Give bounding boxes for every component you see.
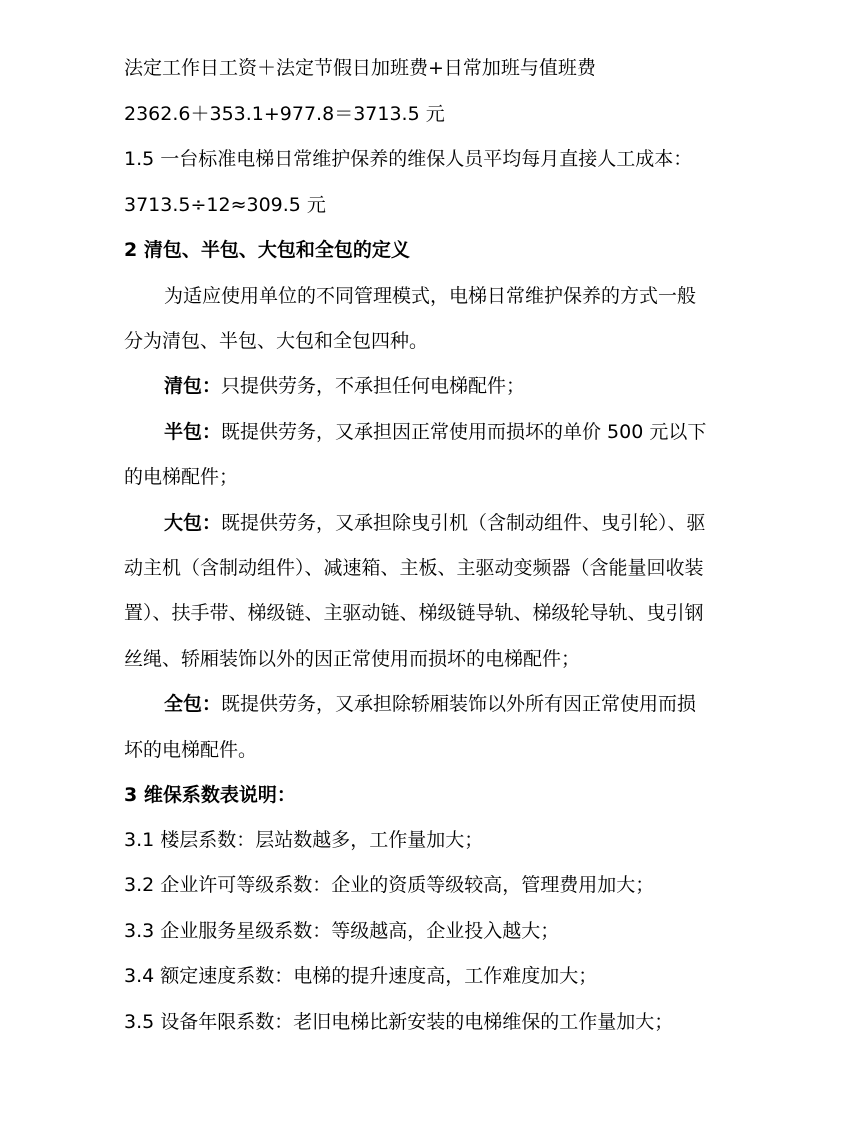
intro-paragraph-line-1: 为适应使用单位的不同管理模式，电梯日常维护保养的方式一般 (164, 285, 697, 307)
qingbao-term: 清包： (164, 375, 222, 397)
dabao-term: 大包： (164, 512, 222, 534)
dabao-text-line-4: 丝绳、轿厢装饰以外的因正常使用而损坏的电梯配件； (124, 648, 581, 670)
qingbao-definition (164, 373, 744, 399)
dabao-text-line-1: 既提供劳务，又承担除曳引机（含制动组件、曳引轮）、驱 (221, 512, 706, 534)
section-1-5-line: 1.5 一台标准电梯日常维护保养的维保人员平均每月直接人工成本： (124, 148, 693, 170)
section-2-heading: 2 清包、半包、大包和全包的定义 (124, 239, 410, 261)
item-3-2: 3.2 企业许可等级系数：企业的资质等级较高，管理费用加大； (124, 874, 655, 896)
banbao-text-line-1: 既提供劳务，又承担因正常使用而损坏的单价 500 元以下 (221, 421, 707, 443)
dabao-text-line-3: 置）、扶手带、梯级链、主驱动链、梯级链导轨、梯级轮导轨、曳引钢 (124, 602, 704, 624)
banbao-definition (164, 419, 744, 445)
formula-value-line: 2362.6＋353.1+977.8＝3713.5 元 (124, 103, 445, 125)
qingbao-text: 只提供劳务，不承担任何电梯配件； (221, 375, 526, 397)
quanbao-term: 全包： (164, 693, 222, 715)
dabao-definition (164, 510, 744, 536)
banbao-term: 半包： (164, 421, 222, 443)
dabao-text-line-2: 动主机（含制动组件）、减速箱、主板、主驱动变频器（含能量回收装 (124, 557, 704, 579)
quanbao-text-line-1: 既提供劳务，又承担除轿厢装饰以外所有因正常使用而损 (221, 693, 697, 715)
monthly-cost-line: 3713.5÷12≈309.5 元 (124, 194, 326, 216)
item-3-3: 3.3 企业服务星级系数：等级越高，企业投入越大； (124, 920, 560, 942)
banbao-text-line-2: 的电梯配件； (124, 466, 239, 488)
item-3-1: 3.1 楼层系数：层站数越多，工作量加大； (124, 829, 484, 851)
section-3-heading: 3 维保系数表说明： (124, 784, 296, 806)
quanbao-text-line-2: 坏的电梯配件。 (124, 739, 258, 761)
quanbao-definition (164, 691, 744, 717)
item-3-4: 3.4 额定速度系数：电梯的提升速度高，工作难度加大； (124, 965, 598, 987)
formula-label-line: 法定工作日工资＋法定节假日加班费+日常加班与值班费 (124, 57, 596, 79)
intro-paragraph-line-2: 分为清包、半包、大包和全包四种。 (124, 330, 429, 352)
item-3-5: 3.5 设备年限系数：老旧电梯比新安装的电梯维保的工作量加大； (124, 1011, 674, 1033)
